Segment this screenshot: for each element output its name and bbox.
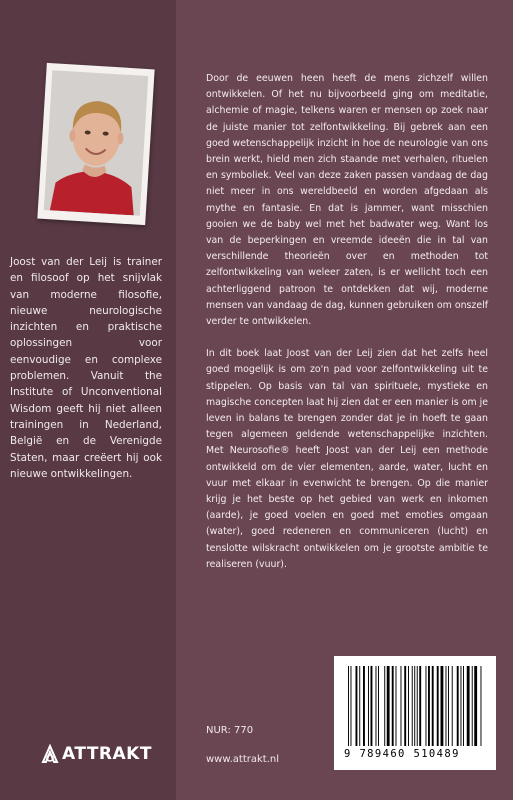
nur-code: NUR: 770 — [206, 725, 254, 736]
barcode-bar — [426, 666, 427, 746]
isbn-barcode — [334, 656, 496, 770]
barcode-bar — [448, 666, 449, 746]
barcode-bar — [404, 666, 406, 746]
barcode-bar — [463, 666, 464, 746]
barcode-bar — [387, 666, 390, 746]
barcode-bar — [348, 666, 349, 746]
barcode-bar — [359, 666, 360, 746]
isbn-number: 9 789460 510489 — [344, 748, 460, 760]
barcode-bar — [414, 666, 415, 746]
barcode-bar — [452, 666, 453, 746]
publisher-logo-text: ATTRAKT — [62, 744, 152, 764]
barcode-bar — [363, 666, 365, 746]
barcode-bar — [481, 666, 482, 746]
barcode-bar — [392, 666, 394, 746]
barcode-bar — [368, 666, 369, 746]
barcode-bar — [428, 666, 430, 746]
author-photo — [44, 70, 148, 216]
barcode-bars — [346, 666, 484, 746]
publisher-website-link[interactable]: www.attrakt.nl — [206, 754, 280, 765]
barcode-bar — [351, 666, 352, 746]
barcode-bar — [419, 666, 421, 746]
author-photo-frame — [37, 63, 154, 225]
barcode-bar — [461, 666, 462, 746]
book-blurb — [206, 71, 488, 573]
barcode-bar — [467, 666, 470, 746]
blurb-paragraph: In dit boek laat Joost van der Leij zien dat het zelfs heel goed mogelijk is om zo'n pad voor zelfontwikkeling uit te stippelen. Op basis van tal van spirituele, mystieke en magische concepten laat hij zien dat er een manier is om je leven in balans te brengen zonder dat je in hoeft te gaan tegen algemeen geldende wetenschappelijke inzichten. Met Neurosofie® heeft Joost van der Leij een methode ontwikkeld om de vier elementen, aarde, water, lucht en vuur met elkaar in evenwicht te brengen. Op die manier krijg je het beste op het gebied van werk en inkomen (aarde), je goed voelen en goed met emoties omgaan (water), goed redeneren en communiceren (lucht) en tenslotte wilskracht ontwikkelen om je grootste ambitie te realiseren (vuur). — [206, 348, 488, 570]
barcode-bar — [437, 666, 439, 746]
barcode-bar — [356, 666, 358, 746]
barcode-bar — [474, 666, 477, 746]
barcode-bar — [408, 666, 409, 746]
barcode-bar — [401, 666, 402, 746]
author-portrait-illustration — [44, 70, 148, 216]
barcode-bar — [378, 666, 379, 746]
barcode-bar — [371, 666, 373, 746]
barcode-bar — [376, 666, 377, 746]
attrakt-logo-icon — [40, 744, 60, 764]
barcode-bar — [441, 666, 444, 746]
barcode-bar — [432, 666, 434, 746]
barcode-bar — [472, 666, 473, 746]
barcode-bar — [446, 666, 447, 746]
barcode-bar — [396, 666, 397, 746]
barcode-bar — [412, 666, 413, 746]
publisher-logo[interactable] — [40, 744, 152, 764]
blurb-paragraph: Door de eeuwen heen heeft de mens zichzelf willen ontwikkelen. Of het nu bijvoorbeeld ging om meditatie, alchemie of magie, telkens waren er mensen op zoek naar de juiste manier tot zelfontwikkeling. Bij gebrek aan een goed wetenschappelijk inzicht in hoe de neurologie van ons brein werkt, hield men zich staande met verhalen, rituelen en symboliek. Veel van deze zaken passen vandaag de dag niet meer in ons wereldbeeld en worden afgedaan als mythe en fantasie. En dat is jammer, want misschien gooien we de baby wel met het badwater weg. Want los van de beperkingen en vreemde ideeën die in tal van verschillende theorieën over en methoden tot zelfontwikkeling van weleer zaten, is er wellicht toch een achterliggend patroon te ontdekken dat wij, moderne mensen van vandaag de dag, kunnen gebruiken om onszelf verder te ontwikkelen. — [206, 73, 488, 328]
barcode-bar — [384, 666, 385, 746]
author-bio: Joost van der Leij is trainer en filosoof op het snijvlak van moderne filosofie, nieuwe neurologische inzichten en praktische oplossingen voor eenvoudige en complexe problemen. Vanuit the Institute of Unconventional Wisdom geeft hij niet alleen trainingen in Nederland, België en de Verenigde Staten, maar creëert hij ook nieuwe ontwikkelingen. — [10, 256, 162, 480]
barcode-bar — [417, 666, 418, 746]
barcode-bar — [457, 666, 459, 746]
